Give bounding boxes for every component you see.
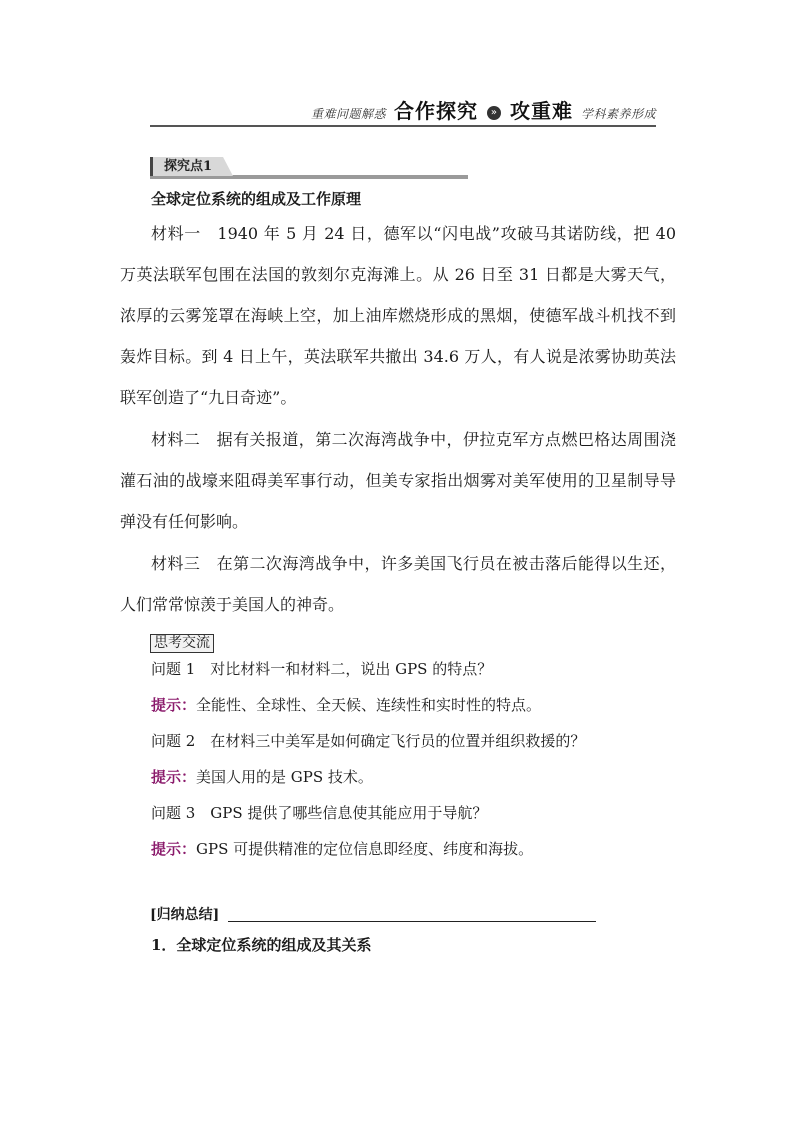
header-main-left: 合作探究 (393, 99, 478, 123)
summary-item-1: 1．全球定位系统的组成及其关系 (151, 936, 372, 954)
summary-tag: [归纳总结] (150, 907, 220, 923)
section-tab (150, 157, 468, 179)
hint-text: GPS 可提供精准的定位信息即经度、纬度和海拔。 (196, 840, 534, 858)
header-main-right: 攻重难 (509, 99, 573, 123)
hint-text: 美国人用的是 GPS 技术。 (196, 768, 373, 786)
summary-rule (228, 921, 596, 922)
answer-3 (151, 838, 533, 860)
think-exchange-tag: 思考交流 (150, 634, 214, 653)
hint-text: 全能性、全球性、全天候、连续性和实时性的特点。 (196, 696, 542, 714)
material-2: 材料二 据有关报道，第二次海湾战争中，伊拉克军方点燃巴格达周围浇灌石油的战壕来阻碍美军事行动，但美专家指出烟雾对美军使用的卫星制导导弹没有任何影响。 (120, 430, 676, 531)
section-title: 全球定位系统的组成及工作原理 (151, 190, 362, 208)
answer-2 (151, 766, 373, 788)
hint-label: 提示： (151, 768, 197, 786)
question-2: 问题 2 在材料三中美军是如何确定飞行员的位置并组织救援的？ (151, 732, 586, 750)
header-right-subtitle: 学科素养形成 (580, 107, 656, 121)
header-divider (150, 125, 656, 127)
question-1: 问题 1 对比材料一和材料二，说出 GPS 的特点？ (151, 660, 493, 678)
hint-label: 提示： (151, 696, 197, 714)
answer-1 (151, 694, 541, 716)
question-3: 问题 3 GPS 提供了哪些信息使其能应用于导航？ (151, 804, 488, 822)
page-header (150, 98, 656, 128)
summary-header (150, 904, 596, 924)
section-tab-label: 探究点1 (164, 159, 213, 174)
material-1: 材料一 1940 年 5 月 24 日，德军以“闪电战”攻破马其诺防线，把 40 万英法联军包围在法国的敦刻尔克海滩上。从 26 日至 31 日都是大雾天气，浓厚的云雾笼罩在海峡上空，加上油库燃烧形成的黑烟，使德军战斗机找不到轰炸目标。到 4 日上午，英法联军共撤出 34.6 万人，有人说是浓雾协助英法联军创造了“九日奇迹”。 (120, 224, 676, 407)
double-arrow-icon: » (487, 106, 501, 120)
header-left-subtitle: 重难问题解惑 (310, 107, 386, 121)
header-title-row (311, 98, 656, 124)
material-3: 材料三 在第二次海湾战争中，许多美国飞行员在被击落后能得以生还，人们常常惊羡于美国人的神奇。 (120, 554, 676, 614)
hint-label: 提示： (151, 840, 197, 858)
